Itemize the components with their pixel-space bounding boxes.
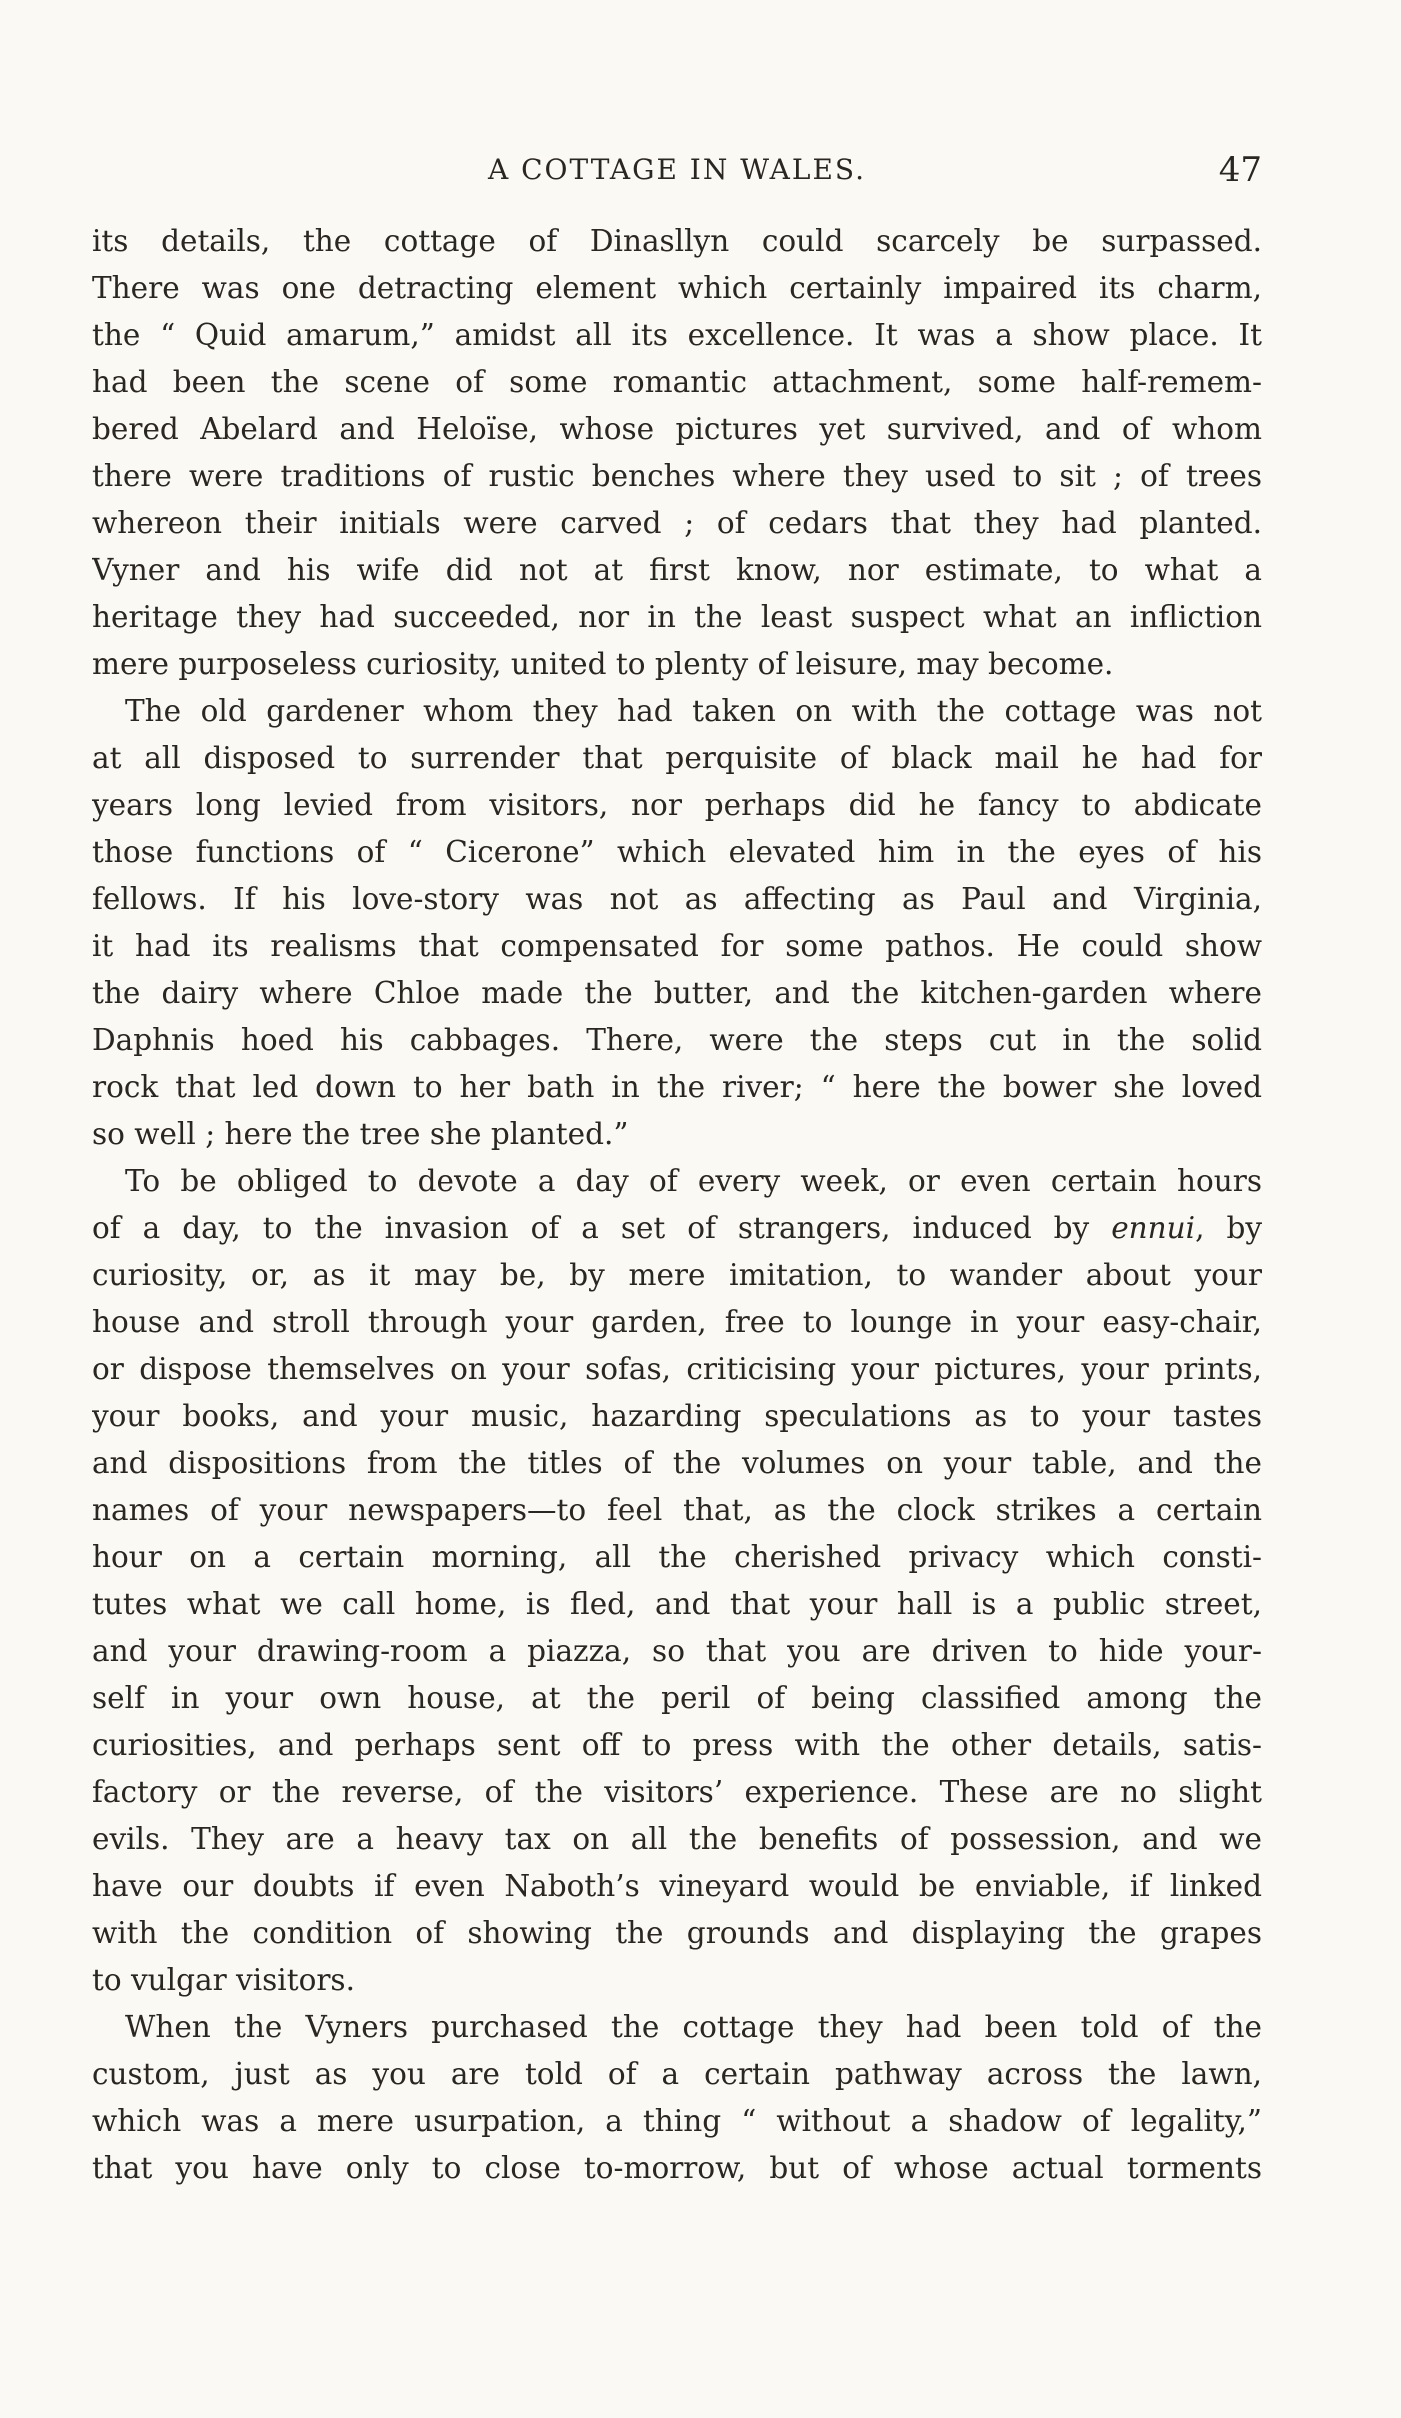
running-title: A COTTAGE IN WALES. [488,153,866,186]
text-line: fellows. If his love-story was not as affecting as Paul and Virginia, [92,882,1262,916]
text-line: at all disposed to surrender that perquisite of black mail he had for [92,741,1262,775]
text-segment: , by [1195,1211,1262,1245]
text-line: with the condition of showing the grounds and displaying the grapes [92,1916,1262,1950]
text-line: rock that led down to her bath in the river; “ here the bower she loved [92,1070,1262,1104]
text-line: or dispose themselves on your sofas, criticising your pictures, your prints, [92,1352,1262,1386]
text-line: the dairy where Chloe made the butter, and the kitchen-garden where [92,976,1262,1010]
text-line: its details, the cottage of Dinasllyn could scarcely be surpassed. [92,224,1262,258]
text-line: it had its realisms that compensated for some pathos. He could show [92,929,1262,963]
text-line: and your drawing-room a piazza, so that you are driven to hide your- [92,1634,1262,1668]
text-line: that you have only to close to-morrow, but of whose actual torments [92,2151,1262,2185]
text-line: those functions of “ Cicerone” which elevated him in the eyes of his [92,835,1262,869]
text-line: self in your own house, at the peril of being classified among the [92,1681,1262,1715]
text-line: hour on a certain morning, all the cherished privacy which consti- [92,1540,1262,1574]
text-line: curiosities, and perhaps sent off to press with the other details, satis- [92,1728,1262,1762]
text-line: To be obliged to devote a day of every week, or even certain hours [125,1164,1262,1198]
text-line: When the Vyners purchased the cottage they had been told of the [125,2010,1262,2044]
text-line: Daphnis hoed his cabbages. There, were the steps cut in the solid [92,1023,1262,1057]
text-line: evils. They are a heavy tax on all the benefits of possession, and we [92,1822,1262,1856]
text-line: names of your newspapers—to feel that, as the clock strikes a certain [92,1493,1262,1527]
italic-word: ennui [1111,1211,1196,1245]
text-line: curiosity, or, as it may be, by mere imitation, to wander about your [92,1258,1262,1292]
text-line: whereon their initials were carved ; of cedars that they had planted. [92,506,1262,540]
body-text [92,218,1262,2192]
text-line: your books, and your music, hazarding speculations as to your tastes [92,1399,1262,1433]
text-line: factory or the reverse, of the visitors’ experience. These are no slight [92,1775,1262,1809]
text-line: custom, just as you are told of a certain pathway across the lawn, [92,2057,1262,2091]
text-line: There was one detracting element which certainly impaired its charm, [92,271,1262,305]
text-line: mere purposeless curiosity, united to plenty of leisure, may become. [92,647,1114,681]
text-line: which was a mere usurpation, a thing “ without a shadow of legality,” [92,2104,1262,2138]
text-segment: of a day, to the invasion of a set of strangers, induced by [92,1211,1112,1245]
text-line: to vulgar visitors. [92,1963,355,1997]
text-line: have our doubts if even Naboth’s vineyard would be enviable, if linked [92,1869,1262,1903]
text-line: house and stroll through your garden, free to lounge in your easy-chair, [92,1305,1262,1339]
text-line: and dispositions from the titles of the volumes on your table, and the [92,1446,1262,1480]
text-line: years long levied from visitors, nor perhaps did he fancy to abdicate [92,788,1262,822]
text-line: The old gardener whom they had taken on with the cottage was not [125,694,1262,728]
text-line: bered Abelard and Heloïse, whose pictures yet survived, and of whom [92,412,1262,446]
text-line: there were traditions of rustic benches where they used to sit ; of trees [92,459,1262,493]
page-number: 47 [1218,150,1262,190]
text-line: tutes what we call home, is fled, and that your hall is a public street, [92,1587,1262,1621]
text-line: heritage they had succeeded, nor in the least suspect what an infliction [92,600,1262,634]
text-line [92,1205,1262,1252]
running-head [92,150,1262,190]
text-line: Vyner and his wife did not at first know, nor estimate, to what a [92,553,1262,587]
text-line: the “ Quid amarum,” amidst all its excellence. It was a show place. It [92,318,1262,352]
text-line: so well ; here the tree she planted.” [92,1117,629,1151]
text-line: had been the scene of some romantic attachment, some half-remem- [92,365,1262,399]
